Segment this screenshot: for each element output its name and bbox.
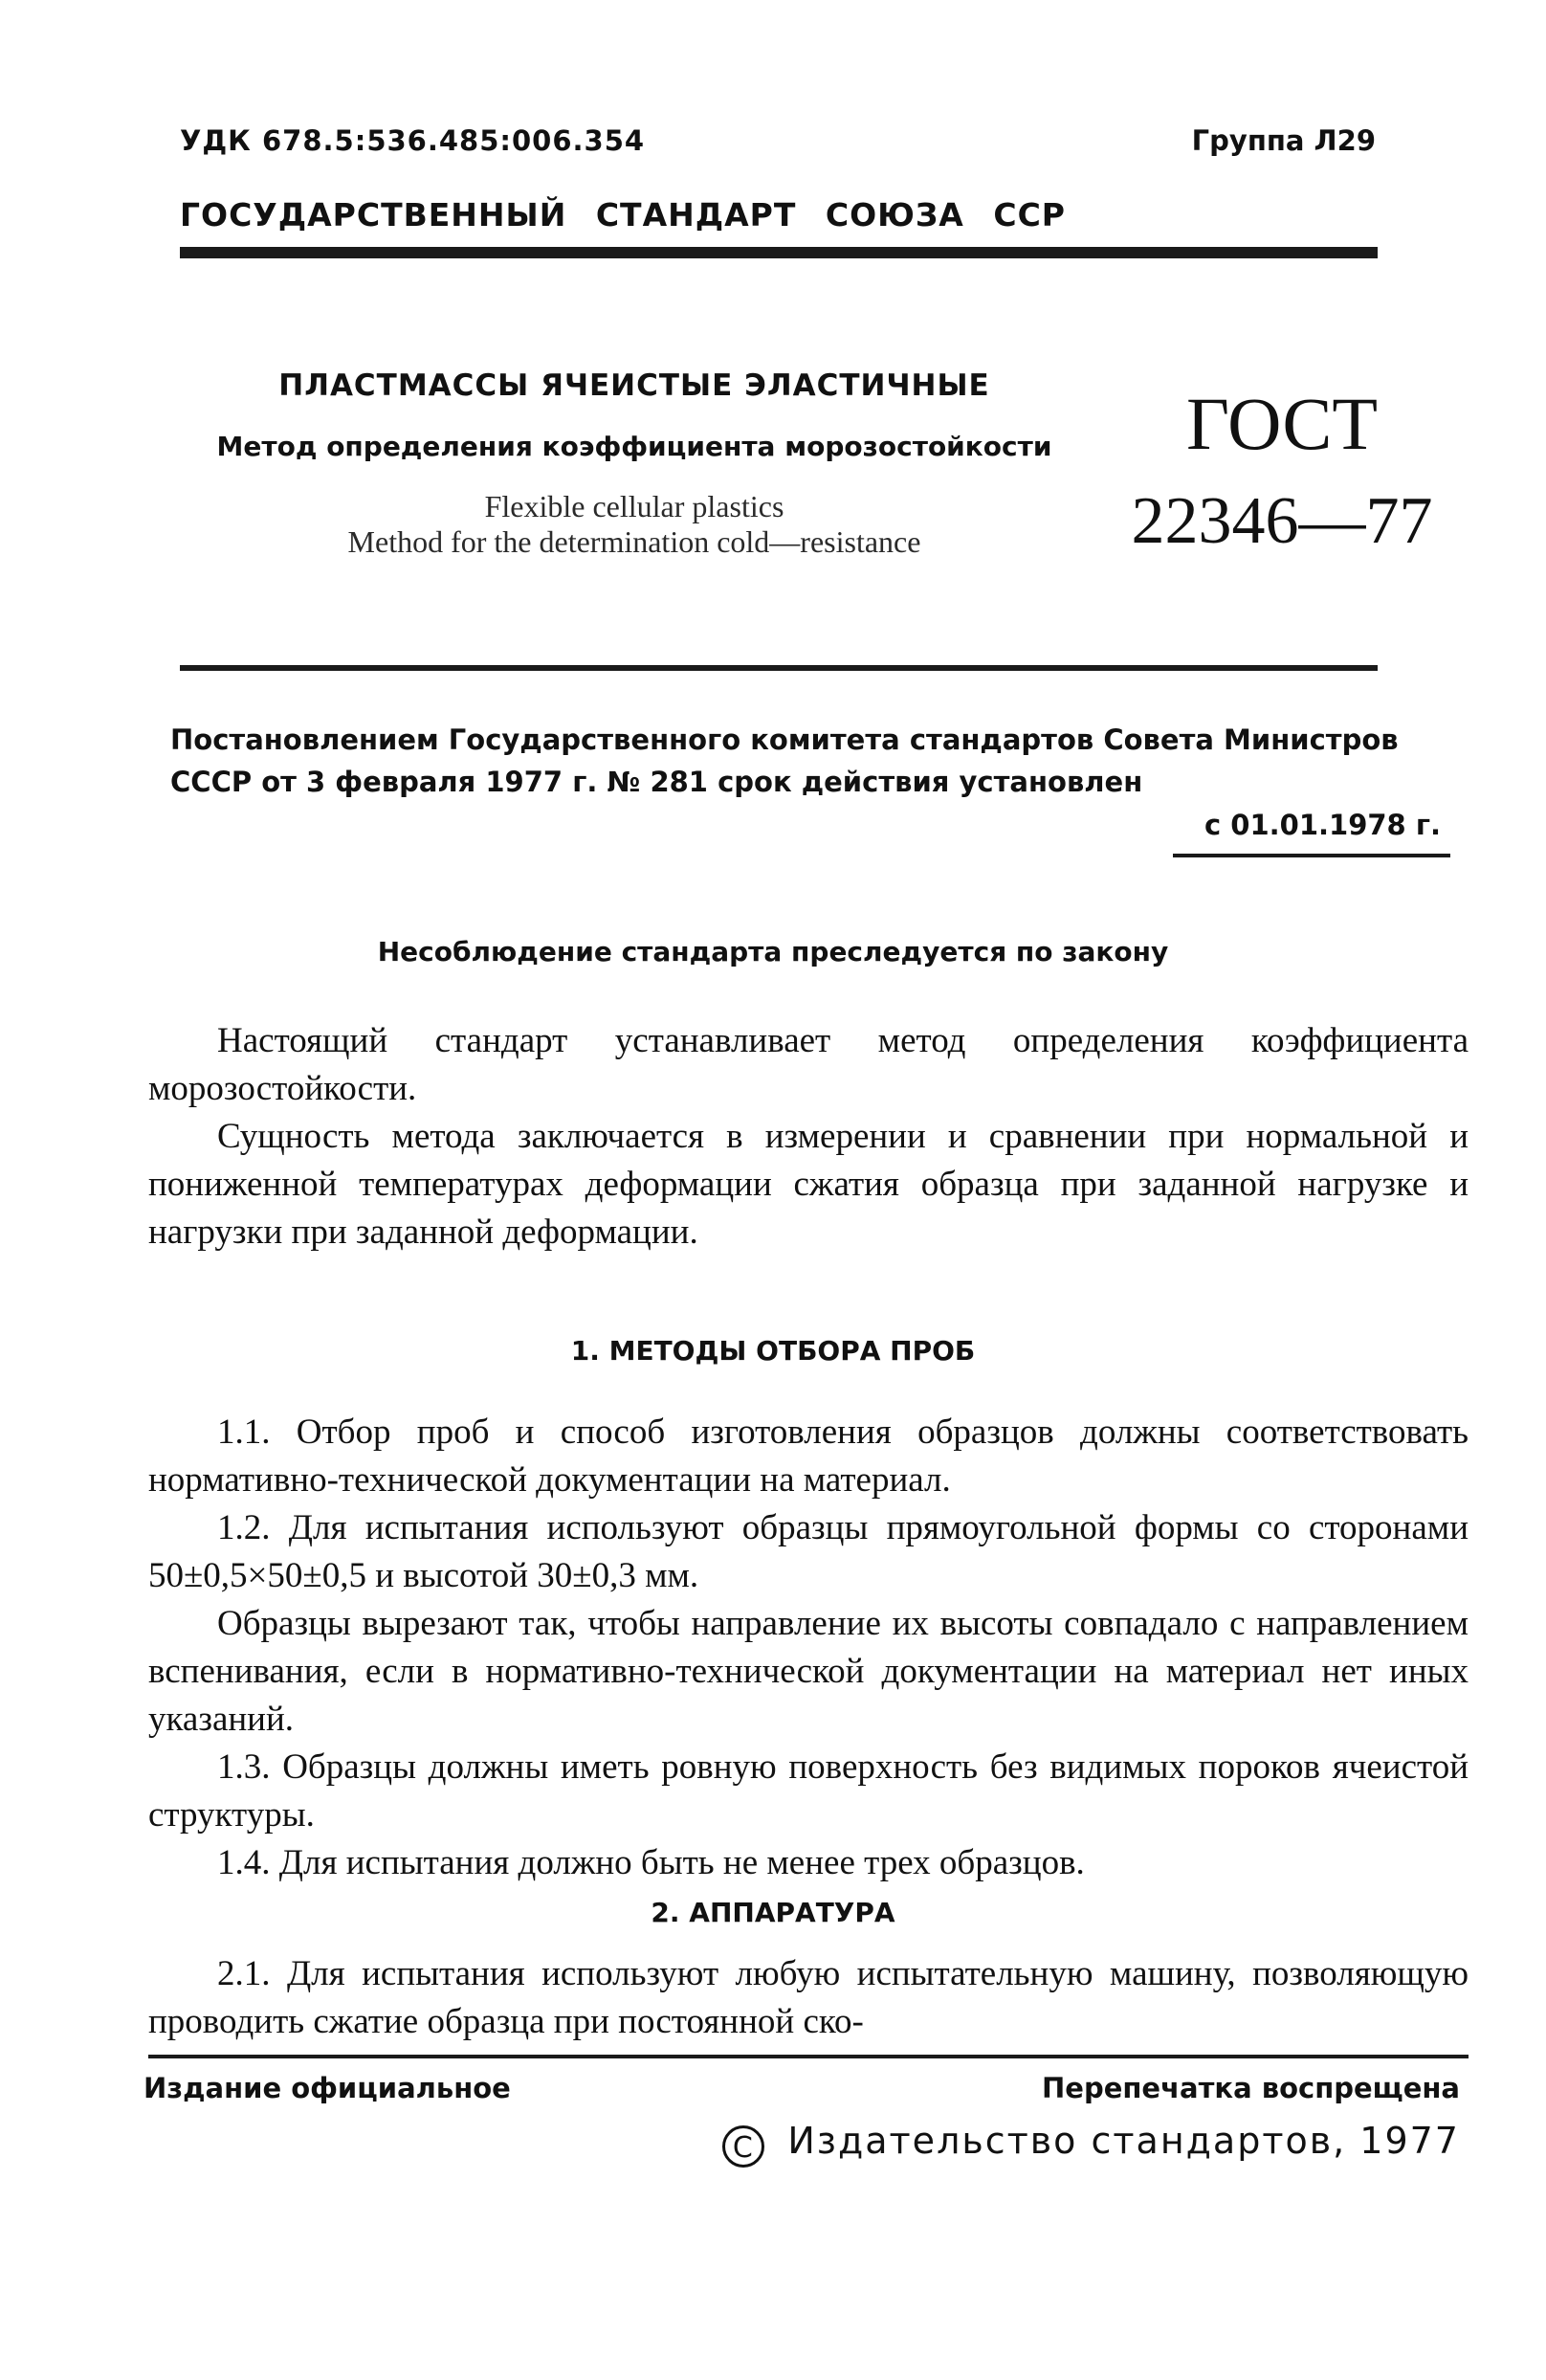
group-code: Группа Л29 <box>1191 124 1376 157</box>
effective-rule <box>1173 854 1450 857</box>
official-edition: Издание официальное <box>144 2072 511 2104</box>
gost-label: ГОСТ <box>1185 382 1379 465</box>
top-rule <box>180 247 1378 258</box>
intro-paragraph: Настоящий стандарт устанавливает метод определения коэффициента морозостойкости. <box>148 1021 1469 1108</box>
copyright-icon: C <box>722 2125 764 2168</box>
banner-word-state: ГОСУДАРСТВЕННЫЙ <box>180 196 567 234</box>
copyright-line <box>722 2120 1460 2168</box>
section-1-paragraph: 1.2. Для испытания используют образцы прямоугольной формы со сторонами 50±0,5×50±0,5 и высотой 30±0,3 мм. <box>148 1508 1469 1595</box>
section-2-text <box>148 1950 1469 2046</box>
section-1-paragraph: 1.3. Образцы должны иметь ровную поверхность без видимых пороков ячеистой структуры. <box>148 1747 1469 1835</box>
intro-paragraph: Сущность метода заключается в измерении и сравнении при нормальной и пониженной температурах деформации сжатия образца при заданной нагрузке и нагрузки при заданной деформации. <box>148 1117 1469 1252</box>
intro-text <box>148 1017 1469 1257</box>
banner-word-standard: СТАНДАРТ <box>595 196 797 234</box>
decree-text: Постановлением Государственного комитета стандартов Совета Министров СССР от 3 февраля 1977 г. № 281 срок действия установлен <box>170 723 1399 798</box>
section-1-heading: 1. МЕТОДЫ ОТБОРА ПРОБ <box>570 1335 976 1367</box>
section-1-paragraph: Образцы вырезают так, чтобы направление их высоты совпадало с направлением вспенивания, если в нормативно-технической документации на материал нет иных указаний. <box>148 1604 1469 1739</box>
bottom-rule <box>148 2055 1469 2058</box>
section-1-text <box>148 1409 1469 1887</box>
banner-word-ssr: ССР <box>993 196 1066 234</box>
section-1-paragraph: 1.4. Для испытания должно быть не менее трех образцов. <box>217 1843 1085 1882</box>
english-title-line-2: Method for the determination cold—resistance <box>347 523 921 559</box>
effective-date: с 01.01.1978 г. <box>1204 809 1441 841</box>
publisher-text: Издательство стандартов, 1977 <box>787 2120 1460 2162</box>
english-title-line-1: Flexible cellular plastics <box>484 489 784 524</box>
document-subtitle: Метод определения коэффициента морозостойкости <box>216 431 1052 463</box>
title-block <box>180 368 1089 560</box>
document-title: ПЛАСТМАССЫ ЯЧЕИСТЫЕ ЭЛАСТИЧНЫЕ <box>278 368 990 403</box>
gost-number: 22346—77 <box>1131 483 1433 558</box>
section-2-heading: 2. АППАРАТУРА <box>651 1897 895 1928</box>
gost-designation <box>1119 383 1445 558</box>
english-title <box>180 489 1089 560</box>
reprint-prohibited: Перепечатка воспрещена <box>1042 2072 1460 2104</box>
banner-word-union: СОЮЗА <box>825 196 964 234</box>
section-1-paragraph: 1.1. Отбор проб и способ изготовления образцов должны соответствовать нормативно-технической документации на материал. <box>148 1412 1469 1500</box>
standard-banner <box>180 196 1376 234</box>
udk-code: УДК 678.5:536.485:006.354 <box>180 124 646 157</box>
section-2-paragraph: 2.1. Для испытания используют любую испытательную машину, позволяющую проводить сжатие образца при постоянной ско- <box>148 1954 1469 2041</box>
mid-rule <box>180 665 1378 671</box>
legal-notice: Несоблюдение стандарта преследуется по закону <box>377 936 1169 968</box>
